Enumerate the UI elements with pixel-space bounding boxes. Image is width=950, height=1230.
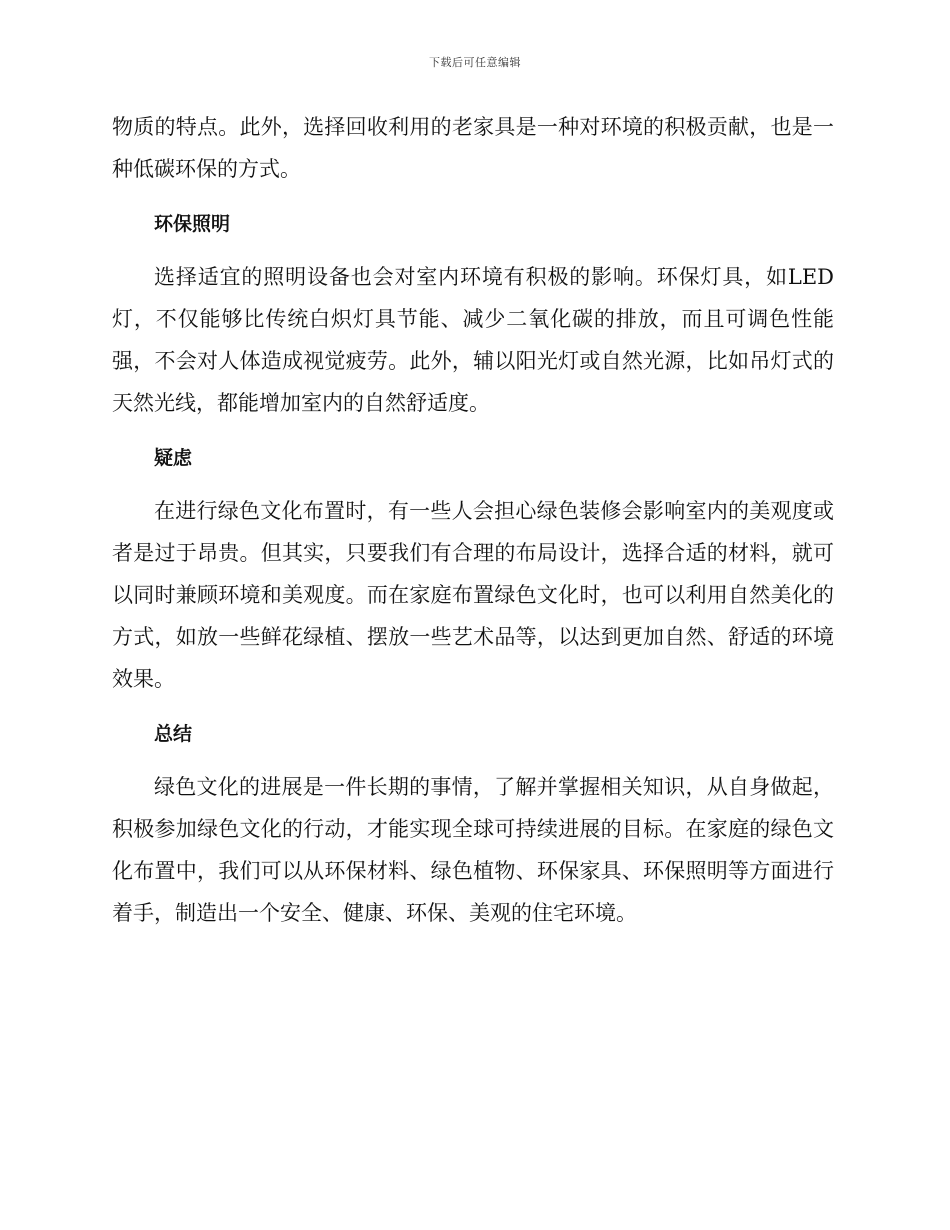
section-heading-concerns: 疑虑 — [154, 447, 193, 469]
continued-paragraph: 物质的特点。此外，选择回收利用的老家具是一种对环境的积极贡献，也是一种低碳环保的方式。 — [112, 115, 834, 181]
section-heading-summary: 总结 — [154, 723, 193, 745]
document-body — [112, 106, 834, 934]
section-heading-lighting: 环保照明 — [154, 213, 231, 235]
summary-paragraph: 绿色文化的进展是一件长期的事情，了解并掌握相关知识，从自身做起，积极参加绿色文化的行动，才能实现全球可持续进展的目标。在家庭的绿色文化布置中，我们可以从环保材料、绿色植物、环保家具、环保照明等方面进行着手，制造出一个安全、健康、环保、美观的住宅环境。 — [112, 775, 834, 925]
lighting-paragraph: 选择适宜的照明设备也会对室内环境有积极的影响。环保灯具，如LED灯，不仅能够比传统白炽灯具节能、减少二氧化碳的排放，而且可调色性能强，不会对人体造成视觉疲劳。此外，辅以阳光灯或自然光源，比如吊灯式的天然光线，都能增加室内的自然舒适度。 — [112, 265, 834, 415]
concerns-paragraph: 在进行绿色文化布置时，有一些人会担心绿色装修会影响室内的美观度或者是过于昂贵。但其实，只要我们有合理的布局设计，选择合适的材料，就可以同时兼顾环境和美观度。而在家庭布置绿色文化时，也可以利用自然美化的方式，如放一些鲜花绿植、摆放一些艺术品等，以达到更加自然、舒适的环境效果。 — [112, 499, 834, 691]
page-header: 下载后可任意编辑 — [429, 56, 521, 69]
